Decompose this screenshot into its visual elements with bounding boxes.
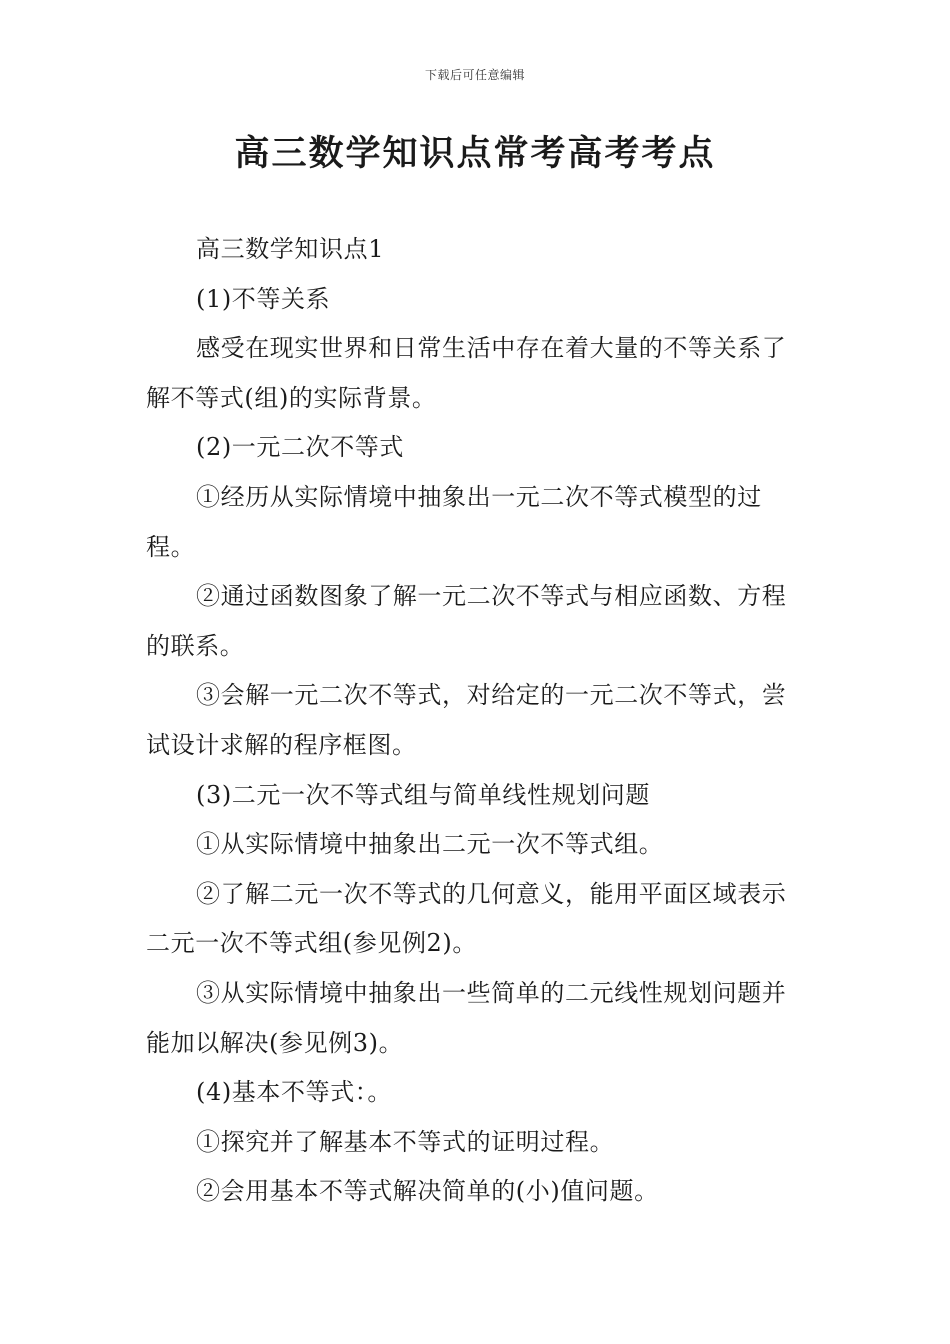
list-item: ①从实际情境中抽象出二元一次不等式组。 — [196, 830, 664, 859]
list-item: ②会用基本不等式解决简单的(小)值问题。 — [196, 1177, 659, 1206]
subsection-heading: (1)不等关系 — [196, 284, 331, 313]
subsection-heading: (3)二元一次不等式组与简单线性规划问题 — [196, 780, 650, 809]
document-title: 高三数学知识点常考高考考点 — [234, 134, 716, 174]
list-item: ①探究并了解基本不等式的证明过程。 — [196, 1127, 615, 1156]
subsection-heading: (4)基本不等式：。 — [196, 1078, 392, 1107]
list-item: ③会解一元二次不等式，对给定的一元二次不等式，尝试设计求解的程序框图。 — [146, 681, 787, 759]
list-item: ②通过函数图象了解一元二次不等式与相应函数、方程的联系。 — [146, 582, 787, 660]
list-item: ②了解二元一次不等式的几何意义，能用平面区域表示二元一次不等式组(参见例2)。 — [146, 879, 787, 958]
list-item: ①经历从实际情境中抽象出一元二次不等式模型的过程。 — [146, 482, 762, 561]
body-paragraph: 感受在现实世界和日常生活中存在着大量的不等关系了解不等式(组)的实际背景。 — [146, 334, 787, 412]
document-body — [146, 225, 810, 1217]
list-item: ③从实际情境中抽象出一些简单的二元线性规划问题并能加以解决(参见例3)。 — [146, 978, 787, 1057]
header-note: 下载后可任意编辑 — [424, 68, 525, 82]
section-heading: 高三数学知识点1 — [196, 235, 385, 263]
subsection-heading: (2)一元二次不等式 — [196, 433, 404, 462]
